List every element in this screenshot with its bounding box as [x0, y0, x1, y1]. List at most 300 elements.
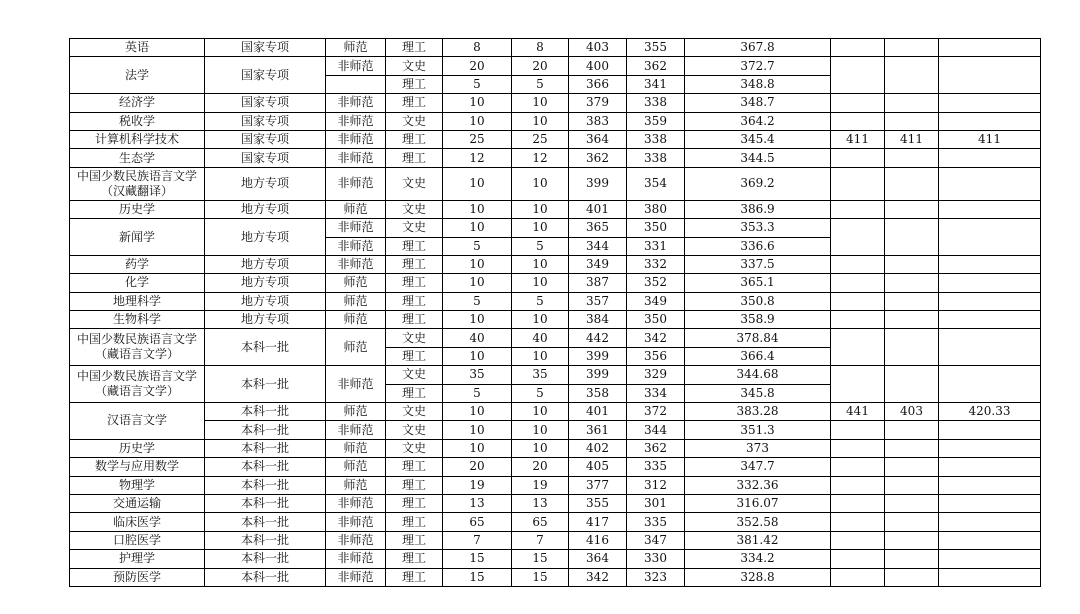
extra-cell-1 — [831, 550, 885, 568]
table-row — [70, 311, 1041, 329]
min-score-cell: 335 — [627, 513, 685, 531]
extra-cell-2: 411 — [885, 130, 939, 148]
extra-cell-1 — [831, 366, 885, 403]
extra-cell-2 — [885, 39, 939, 57]
extra-cell-2 — [885, 568, 939, 586]
min-score-cell: 342 — [627, 329, 685, 347]
type-cell: 师范 — [326, 458, 386, 476]
plan-cell: 10 — [443, 347, 512, 365]
extra-cell-3 — [939, 219, 1041, 256]
extra-cell-3 — [939, 149, 1041, 167]
batch-cell: 本科一批 — [205, 550, 326, 568]
avg-score-cell: 352.58 — [685, 513, 831, 531]
extra-cell-2 — [885, 476, 939, 494]
table-row — [70, 550, 1041, 568]
major-cell: 交通运输 — [70, 494, 205, 512]
extra-cell-3 — [939, 200, 1041, 218]
subject-cell: 文史 — [386, 57, 443, 75]
subject-cell: 理工 — [386, 237, 443, 255]
admitted-cell: 65 — [512, 513, 569, 531]
admission-score-table — [69, 38, 1041, 587]
major-cell: 地理科学 — [70, 292, 205, 310]
extra-cell-2 — [885, 292, 939, 310]
extra-cell-3 — [939, 458, 1041, 476]
major-cell: 英语 — [70, 39, 205, 57]
type-cell: 非师范 — [326, 550, 386, 568]
table-row — [70, 476, 1041, 494]
extra-cell-3 — [939, 255, 1041, 273]
subject-cell: 文史 — [386, 366, 443, 384]
extra-cell-1: 441 — [831, 403, 885, 421]
admitted-cell: 10 — [512, 274, 569, 292]
table-row — [70, 130, 1041, 148]
subject-cell: 理工 — [386, 550, 443, 568]
min-score-cell: 338 — [627, 94, 685, 112]
extra-cell-1 — [831, 458, 885, 476]
subject-cell: 理工 — [386, 311, 443, 329]
extra-cell-2 — [885, 550, 939, 568]
plan-cell: 5 — [443, 75, 512, 93]
subject-cell: 文史 — [386, 112, 443, 130]
plan-cell: 5 — [443, 237, 512, 255]
max-score-cell: 342 — [569, 568, 627, 586]
min-score-cell: 352 — [627, 274, 685, 292]
admitted-cell: 7 — [512, 531, 569, 549]
admitted-cell: 15 — [512, 568, 569, 586]
extra-cell-2 — [885, 94, 939, 112]
batch-cell: 国家专项 — [205, 130, 326, 148]
extra-cell-1 — [831, 476, 885, 494]
avg-score-cell: 332.36 — [685, 476, 831, 494]
batch-cell: 国家专项 — [205, 94, 326, 112]
avg-score-cell: 347.7 — [685, 458, 831, 476]
max-score-cell: 361 — [569, 421, 627, 439]
type-cell: 非师范 — [326, 130, 386, 148]
admitted-cell: 12 — [512, 149, 569, 167]
table-row — [70, 94, 1041, 112]
extra-cell-2 — [885, 458, 939, 476]
batch-cell: 本科一批 — [205, 458, 326, 476]
min-score-cell: 354 — [627, 167, 685, 200]
avg-score-cell: 350.8 — [685, 292, 831, 310]
avg-score-cell: 369.2 — [685, 167, 831, 200]
extra-cell-3 — [939, 494, 1041, 512]
avg-score-cell: 345.4 — [685, 130, 831, 148]
plan-cell: 20 — [443, 57, 512, 75]
min-score-cell: 312 — [627, 476, 685, 494]
admitted-cell: 10 — [512, 439, 569, 457]
major-cell: 预防医学 — [70, 568, 205, 586]
major-cell: 护理学 — [70, 550, 205, 568]
admitted-cell: 15 — [512, 550, 569, 568]
batch-cell: 本科一批 — [205, 403, 326, 421]
plan-cell: 10 — [443, 112, 512, 130]
extra-cell-3 — [939, 366, 1041, 403]
extra-cell-3 — [939, 39, 1041, 57]
extra-cell-2: 403 — [885, 403, 939, 421]
batch-cell: 国家专项 — [205, 112, 326, 130]
min-score-cell: 350 — [627, 219, 685, 237]
extra-cell-3 — [939, 274, 1041, 292]
extra-cell-1 — [831, 439, 885, 457]
type-cell: 非师范 — [326, 219, 386, 237]
max-score-cell: 399 — [569, 167, 627, 200]
table-row — [70, 274, 1041, 292]
avg-score-cell: 344.68 — [685, 366, 831, 384]
max-score-cell: 416 — [569, 531, 627, 549]
type-cell: 师范 — [326, 439, 386, 457]
subject-cell: 文史 — [386, 403, 443, 421]
admitted-cell: 5 — [512, 237, 569, 255]
avg-score-cell: 328.8 — [685, 568, 831, 586]
type-cell: 非师范 — [326, 112, 386, 130]
plan-cell: 10 — [443, 219, 512, 237]
max-score-cell: 402 — [569, 439, 627, 457]
min-score-cell: 355 — [627, 39, 685, 57]
admitted-cell: 8 — [512, 39, 569, 57]
avg-score-cell: 345.8 — [685, 384, 831, 402]
subject-cell: 理工 — [386, 292, 443, 310]
avg-score-cell: 378.84 — [685, 329, 831, 347]
extra-cell-1 — [831, 149, 885, 167]
extra-cell-1 — [831, 494, 885, 512]
type-cell: 非师范 — [326, 149, 386, 167]
subject-cell: 理工 — [386, 476, 443, 494]
min-score-cell: 330 — [627, 550, 685, 568]
major-cell: 物理学 — [70, 476, 205, 494]
extra-cell-2 — [885, 112, 939, 130]
type-cell: 师范 — [326, 274, 386, 292]
max-score-cell: 377 — [569, 476, 627, 494]
max-score-cell: 349 — [569, 255, 627, 273]
min-score-cell: 338 — [627, 130, 685, 148]
batch-cell: 地方专项 — [205, 167, 326, 200]
plan-cell: 65 — [443, 513, 512, 531]
avg-score-cell: 316.07 — [685, 494, 831, 512]
subject-cell: 文史 — [386, 329, 443, 347]
batch-cell: 国家专项 — [205, 149, 326, 167]
major-cell: 中国少数民族语言文学（汉藏翻译） — [70, 167, 205, 200]
major-cell: 法学 — [70, 57, 205, 94]
plan-cell: 10 — [443, 167, 512, 200]
min-score-cell: 335 — [627, 458, 685, 476]
subject-cell: 文史 — [386, 439, 443, 457]
type-cell: 非师范 — [326, 237, 386, 255]
admitted-cell: 5 — [512, 75, 569, 93]
admitted-cell: 13 — [512, 494, 569, 512]
type-cell: 师范 — [326, 329, 386, 366]
admitted-cell: 10 — [512, 255, 569, 273]
min-score-cell: 323 — [627, 568, 685, 586]
admitted-cell: 19 — [512, 476, 569, 494]
plan-cell: 8 — [443, 39, 512, 57]
batch-cell: 地方专项 — [205, 311, 326, 329]
extra-cell-1 — [831, 219, 885, 256]
major-cell: 临床医学 — [70, 513, 205, 531]
admitted-cell: 10 — [512, 219, 569, 237]
min-score-cell: 329 — [627, 366, 685, 384]
max-score-cell: 366 — [569, 75, 627, 93]
extra-cell-3 — [939, 421, 1041, 439]
max-score-cell: 355 — [569, 494, 627, 512]
table-row — [70, 255, 1041, 273]
table-row — [70, 219, 1041, 237]
subject-cell: 理工 — [386, 94, 443, 112]
major-cell: 汉语言文学 — [70, 403, 205, 440]
extra-cell-1 — [831, 255, 885, 273]
max-score-cell: 365 — [569, 219, 627, 237]
avg-score-cell: 351.3 — [685, 421, 831, 439]
min-score-cell: 344 — [627, 421, 685, 439]
extra-cell-2 — [885, 57, 939, 94]
batch-cell: 本科一批 — [205, 568, 326, 586]
min-score-cell: 338 — [627, 149, 685, 167]
min-score-cell: 362 — [627, 57, 685, 75]
admitted-cell: 10 — [512, 167, 569, 200]
max-score-cell: 401 — [569, 200, 627, 218]
subject-cell: 理工 — [386, 75, 443, 93]
subject-cell: 理工 — [386, 568, 443, 586]
type-cell — [326, 75, 386, 93]
extra-cell-1 — [831, 292, 885, 310]
type-cell: 非师范 — [326, 94, 386, 112]
batch-cell: 本科一批 — [205, 366, 326, 403]
admitted-cell: 10 — [512, 403, 569, 421]
extra-cell-1 — [831, 329, 885, 366]
admitted-cell: 25 — [512, 130, 569, 148]
major-cell: 口腔医学 — [70, 531, 205, 549]
extra-cell-2 — [885, 167, 939, 200]
type-cell: 师范 — [326, 39, 386, 57]
avg-score-cell: 334.2 — [685, 550, 831, 568]
plan-cell: 13 — [443, 494, 512, 512]
extra-cell-3 — [939, 112, 1041, 130]
table-row — [70, 39, 1041, 57]
plan-cell: 10 — [443, 311, 512, 329]
subject-cell: 文史 — [386, 219, 443, 237]
type-cell: 师范 — [326, 476, 386, 494]
table-row — [70, 513, 1041, 531]
avg-score-cell: 383.28 — [685, 403, 831, 421]
min-score-cell: 350 — [627, 311, 685, 329]
avg-score-cell: 366.4 — [685, 347, 831, 365]
admitted-cell: 10 — [512, 94, 569, 112]
extra-cell-1 — [831, 513, 885, 531]
extra-cell-1 — [831, 311, 885, 329]
batch-cell: 本科一批 — [205, 531, 326, 549]
major-cell: 计算机科学技术 — [70, 130, 205, 148]
batch-cell: 地方专项 — [205, 219, 326, 256]
avg-score-cell: 353.3 — [685, 219, 831, 237]
extra-cell-2 — [885, 255, 939, 273]
max-score-cell: 358 — [569, 384, 627, 402]
extra-cell-1 — [831, 39, 885, 57]
max-score-cell: 364 — [569, 550, 627, 568]
extra-cell-3 — [939, 550, 1041, 568]
plan-cell: 15 — [443, 550, 512, 568]
min-score-cell: 301 — [627, 494, 685, 512]
plan-cell: 10 — [443, 274, 512, 292]
batch-cell: 地方专项 — [205, 292, 326, 310]
max-score-cell: 417 — [569, 513, 627, 531]
extra-cell-2 — [885, 329, 939, 366]
major-cell: 生物科学 — [70, 311, 205, 329]
batch-cell: 地方专项 — [205, 274, 326, 292]
max-score-cell: 399 — [569, 347, 627, 365]
plan-cell: 10 — [443, 439, 512, 457]
batch-cell: 国家专项 — [205, 57, 326, 94]
type-cell: 非师范 — [326, 255, 386, 273]
type-cell: 非师范 — [326, 167, 386, 200]
major-cell: 中国少数民族语言文学（藏语言文学） — [70, 329, 205, 366]
max-score-cell: 399 — [569, 366, 627, 384]
plan-cell: 25 — [443, 130, 512, 148]
extra-cell-2 — [885, 531, 939, 549]
type-cell: 非师范 — [326, 513, 386, 531]
extra-cell-1 — [831, 274, 885, 292]
extra-cell-2 — [885, 513, 939, 531]
major-cell: 税收学 — [70, 112, 205, 130]
min-score-cell: 372 — [627, 403, 685, 421]
major-cell: 生态学 — [70, 149, 205, 167]
table-row — [70, 458, 1041, 476]
batch-cell: 地方专项 — [205, 255, 326, 273]
admitted-cell: 10 — [512, 421, 569, 439]
max-score-cell: 344 — [569, 237, 627, 255]
batch-cell: 本科一批 — [205, 476, 326, 494]
major-cell: 化学 — [70, 274, 205, 292]
subject-cell: 理工 — [386, 458, 443, 476]
avg-score-cell: 358.9 — [685, 311, 831, 329]
plan-cell: 10 — [443, 403, 512, 421]
plan-cell: 5 — [443, 292, 512, 310]
type-cell: 非师范 — [326, 421, 386, 439]
max-score-cell: 387 — [569, 274, 627, 292]
extra-cell-2 — [885, 149, 939, 167]
batch-cell: 本科一批 — [205, 439, 326, 457]
avg-score-cell: 373 — [685, 439, 831, 457]
admitted-cell: 10 — [512, 200, 569, 218]
major-cell: 药学 — [70, 255, 205, 273]
type-cell: 非师范 — [326, 568, 386, 586]
extra-cell-3 — [939, 513, 1041, 531]
major-cell: 中国少数民族语言文学（藏语言文学） — [70, 366, 205, 403]
type-cell: 非师范 — [326, 531, 386, 549]
admitted-cell: 20 — [512, 57, 569, 75]
extra-cell-2 — [885, 219, 939, 256]
major-cell: 经济学 — [70, 94, 205, 112]
min-score-cell: 362 — [627, 439, 685, 457]
subject-cell: 文史 — [386, 421, 443, 439]
type-cell: 师范 — [326, 311, 386, 329]
table-row — [70, 292, 1041, 310]
avg-score-cell: 386.9 — [685, 200, 831, 218]
plan-cell: 5 — [443, 384, 512, 402]
major-cell: 数学与应用数学 — [70, 458, 205, 476]
extra-cell-1 — [831, 568, 885, 586]
plan-cell: 19 — [443, 476, 512, 494]
max-score-cell: 383 — [569, 112, 627, 130]
extra-cell-3 — [939, 94, 1041, 112]
avg-score-cell: 372.7 — [685, 57, 831, 75]
max-score-cell: 384 — [569, 311, 627, 329]
type-cell: 非师范 — [326, 494, 386, 512]
avg-score-cell: 365.1 — [685, 274, 831, 292]
table-row — [70, 57, 1041, 75]
extra-cell-1 — [831, 167, 885, 200]
batch-cell: 地方专项 — [205, 200, 326, 218]
subject-cell: 理工 — [386, 274, 443, 292]
plan-cell: 10 — [443, 200, 512, 218]
plan-cell: 10 — [443, 255, 512, 273]
extra-cell-3 — [939, 292, 1041, 310]
table-row — [70, 200, 1041, 218]
subject-cell: 理工 — [386, 39, 443, 57]
max-score-cell: 403 — [569, 39, 627, 57]
min-score-cell: 349 — [627, 292, 685, 310]
extra-cell-3 — [939, 568, 1041, 586]
admitted-cell: 40 — [512, 329, 569, 347]
table-row — [70, 568, 1041, 586]
extra-cell-2 — [885, 274, 939, 292]
table-row — [70, 167, 1041, 200]
min-score-cell: 356 — [627, 347, 685, 365]
table-row — [70, 366, 1041, 384]
plan-cell: 40 — [443, 329, 512, 347]
extra-cell-2 — [885, 311, 939, 329]
extra-cell-1: 411 — [831, 130, 885, 148]
plan-cell: 7 — [443, 531, 512, 549]
subject-cell: 理工 — [386, 513, 443, 531]
plan-cell: 10 — [443, 94, 512, 112]
subject-cell: 理工 — [386, 255, 443, 273]
extra-cell-2 — [885, 366, 939, 403]
subject-cell: 理工 — [386, 384, 443, 402]
admitted-cell: 35 — [512, 366, 569, 384]
min-score-cell: 334 — [627, 384, 685, 402]
max-score-cell: 379 — [569, 94, 627, 112]
extra-cell-3: 411 — [939, 130, 1041, 148]
avg-score-cell: 348.7 — [685, 94, 831, 112]
subject-cell: 理工 — [386, 347, 443, 365]
min-score-cell: 380 — [627, 200, 685, 218]
admitted-cell: 5 — [512, 292, 569, 310]
extra-cell-1 — [831, 57, 885, 94]
extra-cell-2 — [885, 494, 939, 512]
extra-cell-3 — [939, 167, 1041, 200]
table-row — [70, 421, 1041, 439]
avg-score-cell: 348.8 — [685, 75, 831, 93]
extra-cell-3 — [939, 57, 1041, 94]
extra-cell-1 — [831, 531, 885, 549]
max-score-cell: 405 — [569, 458, 627, 476]
plan-cell: 20 — [443, 458, 512, 476]
avg-score-cell: 367.8 — [685, 39, 831, 57]
subject-cell: 理工 — [386, 130, 443, 148]
extra-cell-2 — [885, 421, 939, 439]
min-score-cell: 347 — [627, 531, 685, 549]
extra-cell-2 — [885, 439, 939, 457]
extra-cell-1 — [831, 112, 885, 130]
type-cell: 师范 — [326, 200, 386, 218]
type-cell: 师范 — [326, 403, 386, 421]
admitted-cell: 10 — [512, 112, 569, 130]
batch-cell: 本科一批 — [205, 513, 326, 531]
max-score-cell: 442 — [569, 329, 627, 347]
major-cell: 新闻学 — [70, 219, 205, 256]
table-row — [70, 531, 1041, 549]
avg-score-cell: 337.5 — [685, 255, 831, 273]
